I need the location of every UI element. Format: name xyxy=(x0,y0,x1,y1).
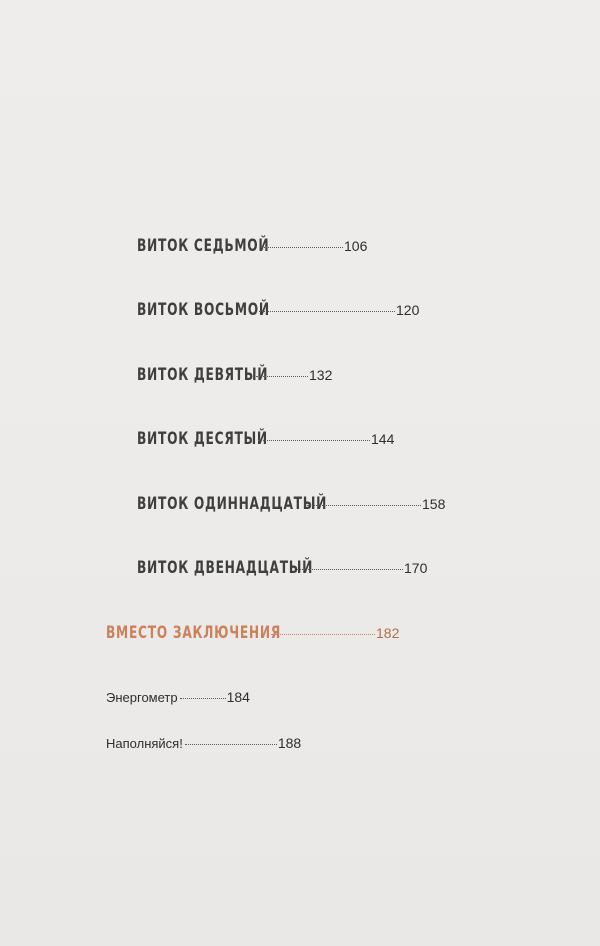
toc-entry-title: ВМЕСТО ЗАКЛЮЧЕНИЯ xyxy=(106,623,281,643)
toc-entry-chapter-9 xyxy=(137,365,332,385)
toc-subentry-energometr xyxy=(106,689,250,705)
dot-leader xyxy=(180,698,226,699)
toc-subentry-title: Наполняйся! xyxy=(106,736,183,751)
toc-entry-title: ВИТОК СЕДЬМОЙ xyxy=(137,236,270,256)
toc-subentry-page-number: 188 xyxy=(277,735,302,751)
toc-entry-page-number: 182 xyxy=(376,625,400,641)
dot-leader xyxy=(307,505,421,506)
toc-entry-title: ВИТОК ДВЕНАДЦАТЫЙ xyxy=(137,558,314,578)
toc-entry-title: ВИТОК ДЕВЯТЫЙ xyxy=(137,365,269,385)
toc-subentry-napolnyaysya xyxy=(106,735,301,751)
toc-entry-page-number: 120 xyxy=(396,302,420,318)
toc-entry-page-number: 106 xyxy=(344,238,368,254)
dot-leader xyxy=(261,247,343,248)
toc-entry-title: ВИТОК ВОСЬМОЙ xyxy=(137,300,270,320)
toc-entry-closing xyxy=(106,623,399,643)
toc-entry-title: ВИТОК ОДИННАДЦАТЫЙ xyxy=(137,494,328,514)
toc-entry-title: ВИТОК ДЕСЯТЫЙ xyxy=(137,429,268,449)
toc-subentry-page-number: 184 xyxy=(226,689,250,705)
dot-leader xyxy=(259,311,395,312)
toc-subentry-title: Энергометр xyxy=(106,690,178,705)
toc-entry-chapter-10 xyxy=(137,429,394,449)
toc-entry-chapter-12 xyxy=(137,558,427,578)
toc-entry-page-number: 132 xyxy=(309,367,333,383)
toc-entry-chapter-7 xyxy=(137,236,367,256)
dot-leader xyxy=(256,376,308,377)
toc-entry-page-number: 158 xyxy=(422,496,446,512)
dot-leader xyxy=(297,569,403,570)
dot-leader xyxy=(185,744,277,745)
toc-entry-chapter-11 xyxy=(137,494,445,514)
toc-entry-chapter-8 xyxy=(137,300,419,320)
toc-entry-page-number: 144 xyxy=(371,431,395,447)
toc-entry-page-number: 170 xyxy=(404,560,428,576)
dot-leader xyxy=(271,634,375,635)
dot-leader xyxy=(258,440,370,441)
